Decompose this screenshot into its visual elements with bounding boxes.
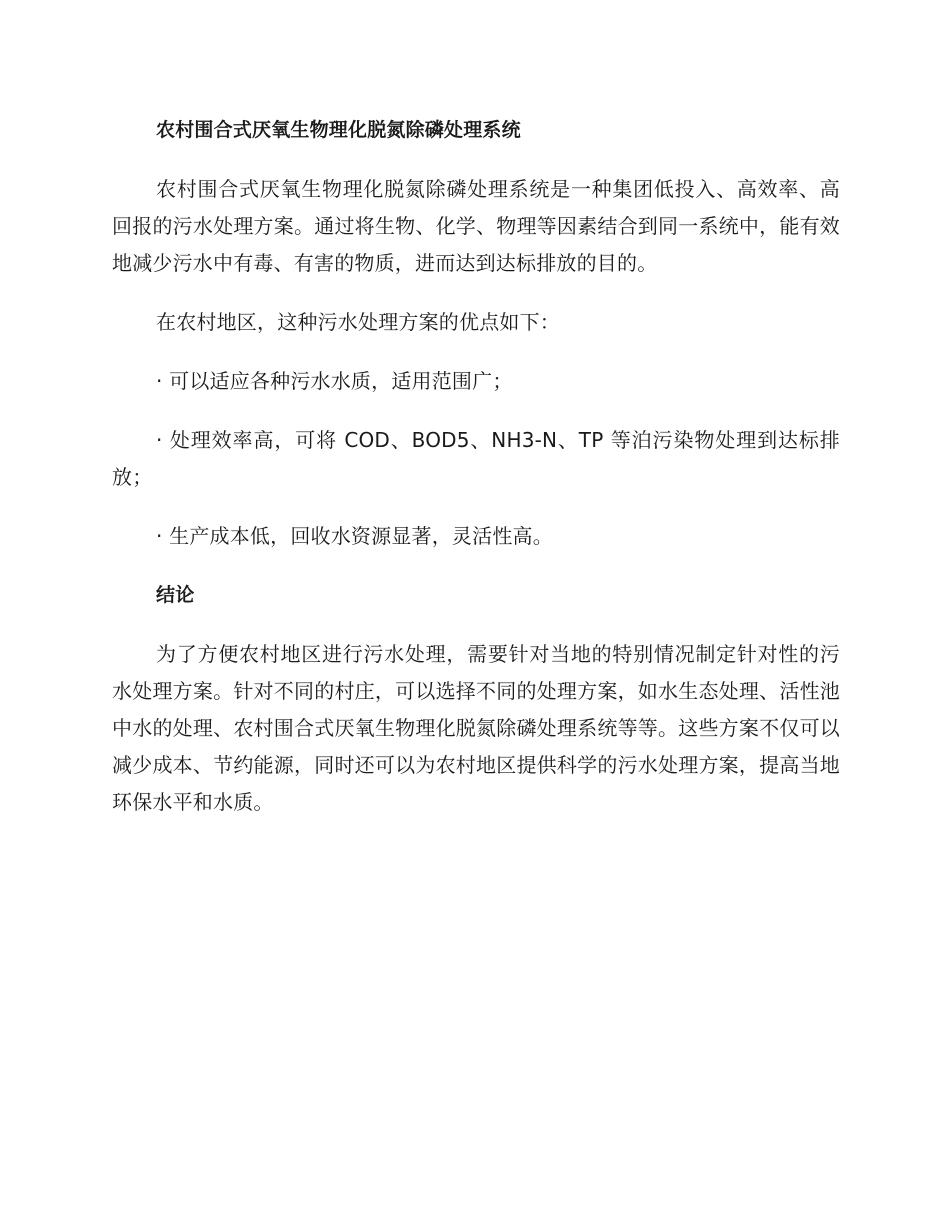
conclusion-paragraph: 为了方便农村地区进行污水处理，需要针对当地的特别情况制定针对性的污水处理方案。针对不同的村庄，可以选择不同的处理方案，如水生态处理、活性池中水的处理、农村围合式厌氧生物理化脱氮除磷处理系统等等。这些方案不仅可以减少成本、节约能源，同时还可以为农村地区提供科学的污水处理方案，提高当地环保水平和水质。 [112,642,840,814]
intro-paragraph: 农村围合式厌氧生物理化脱氮除磷处理系统是一种集团低投入、高效率、高回报的污水处理方案。通过将生物、化学、物理等因素结合到同一系统中，能有效地减少污水中有毒、有害的物质，进而达到达标排放的目的。 [112,177,840,275]
section-title: 农村围合式厌氧生物理化脱氮除磷处理系统 [156,119,521,141]
document-content [112,112,840,821]
bullet-item-3: · 生产成本低，回收水资源显著，灵活性高。 [156,524,553,548]
advantages-lead-paragraph: 在农村地区，这种污水处理方案的优点如下： [156,310,560,334]
conclusion-heading: 结论 [156,584,195,606]
bullet-item-1: · 可以适应各种污水水质，适用范围广； [156,369,513,393]
bullet-item-2: · 处理效率高，可将 COD、BOD5、NH3-N、TP 等泊污染物处理到达标排放； [112,428,840,489]
